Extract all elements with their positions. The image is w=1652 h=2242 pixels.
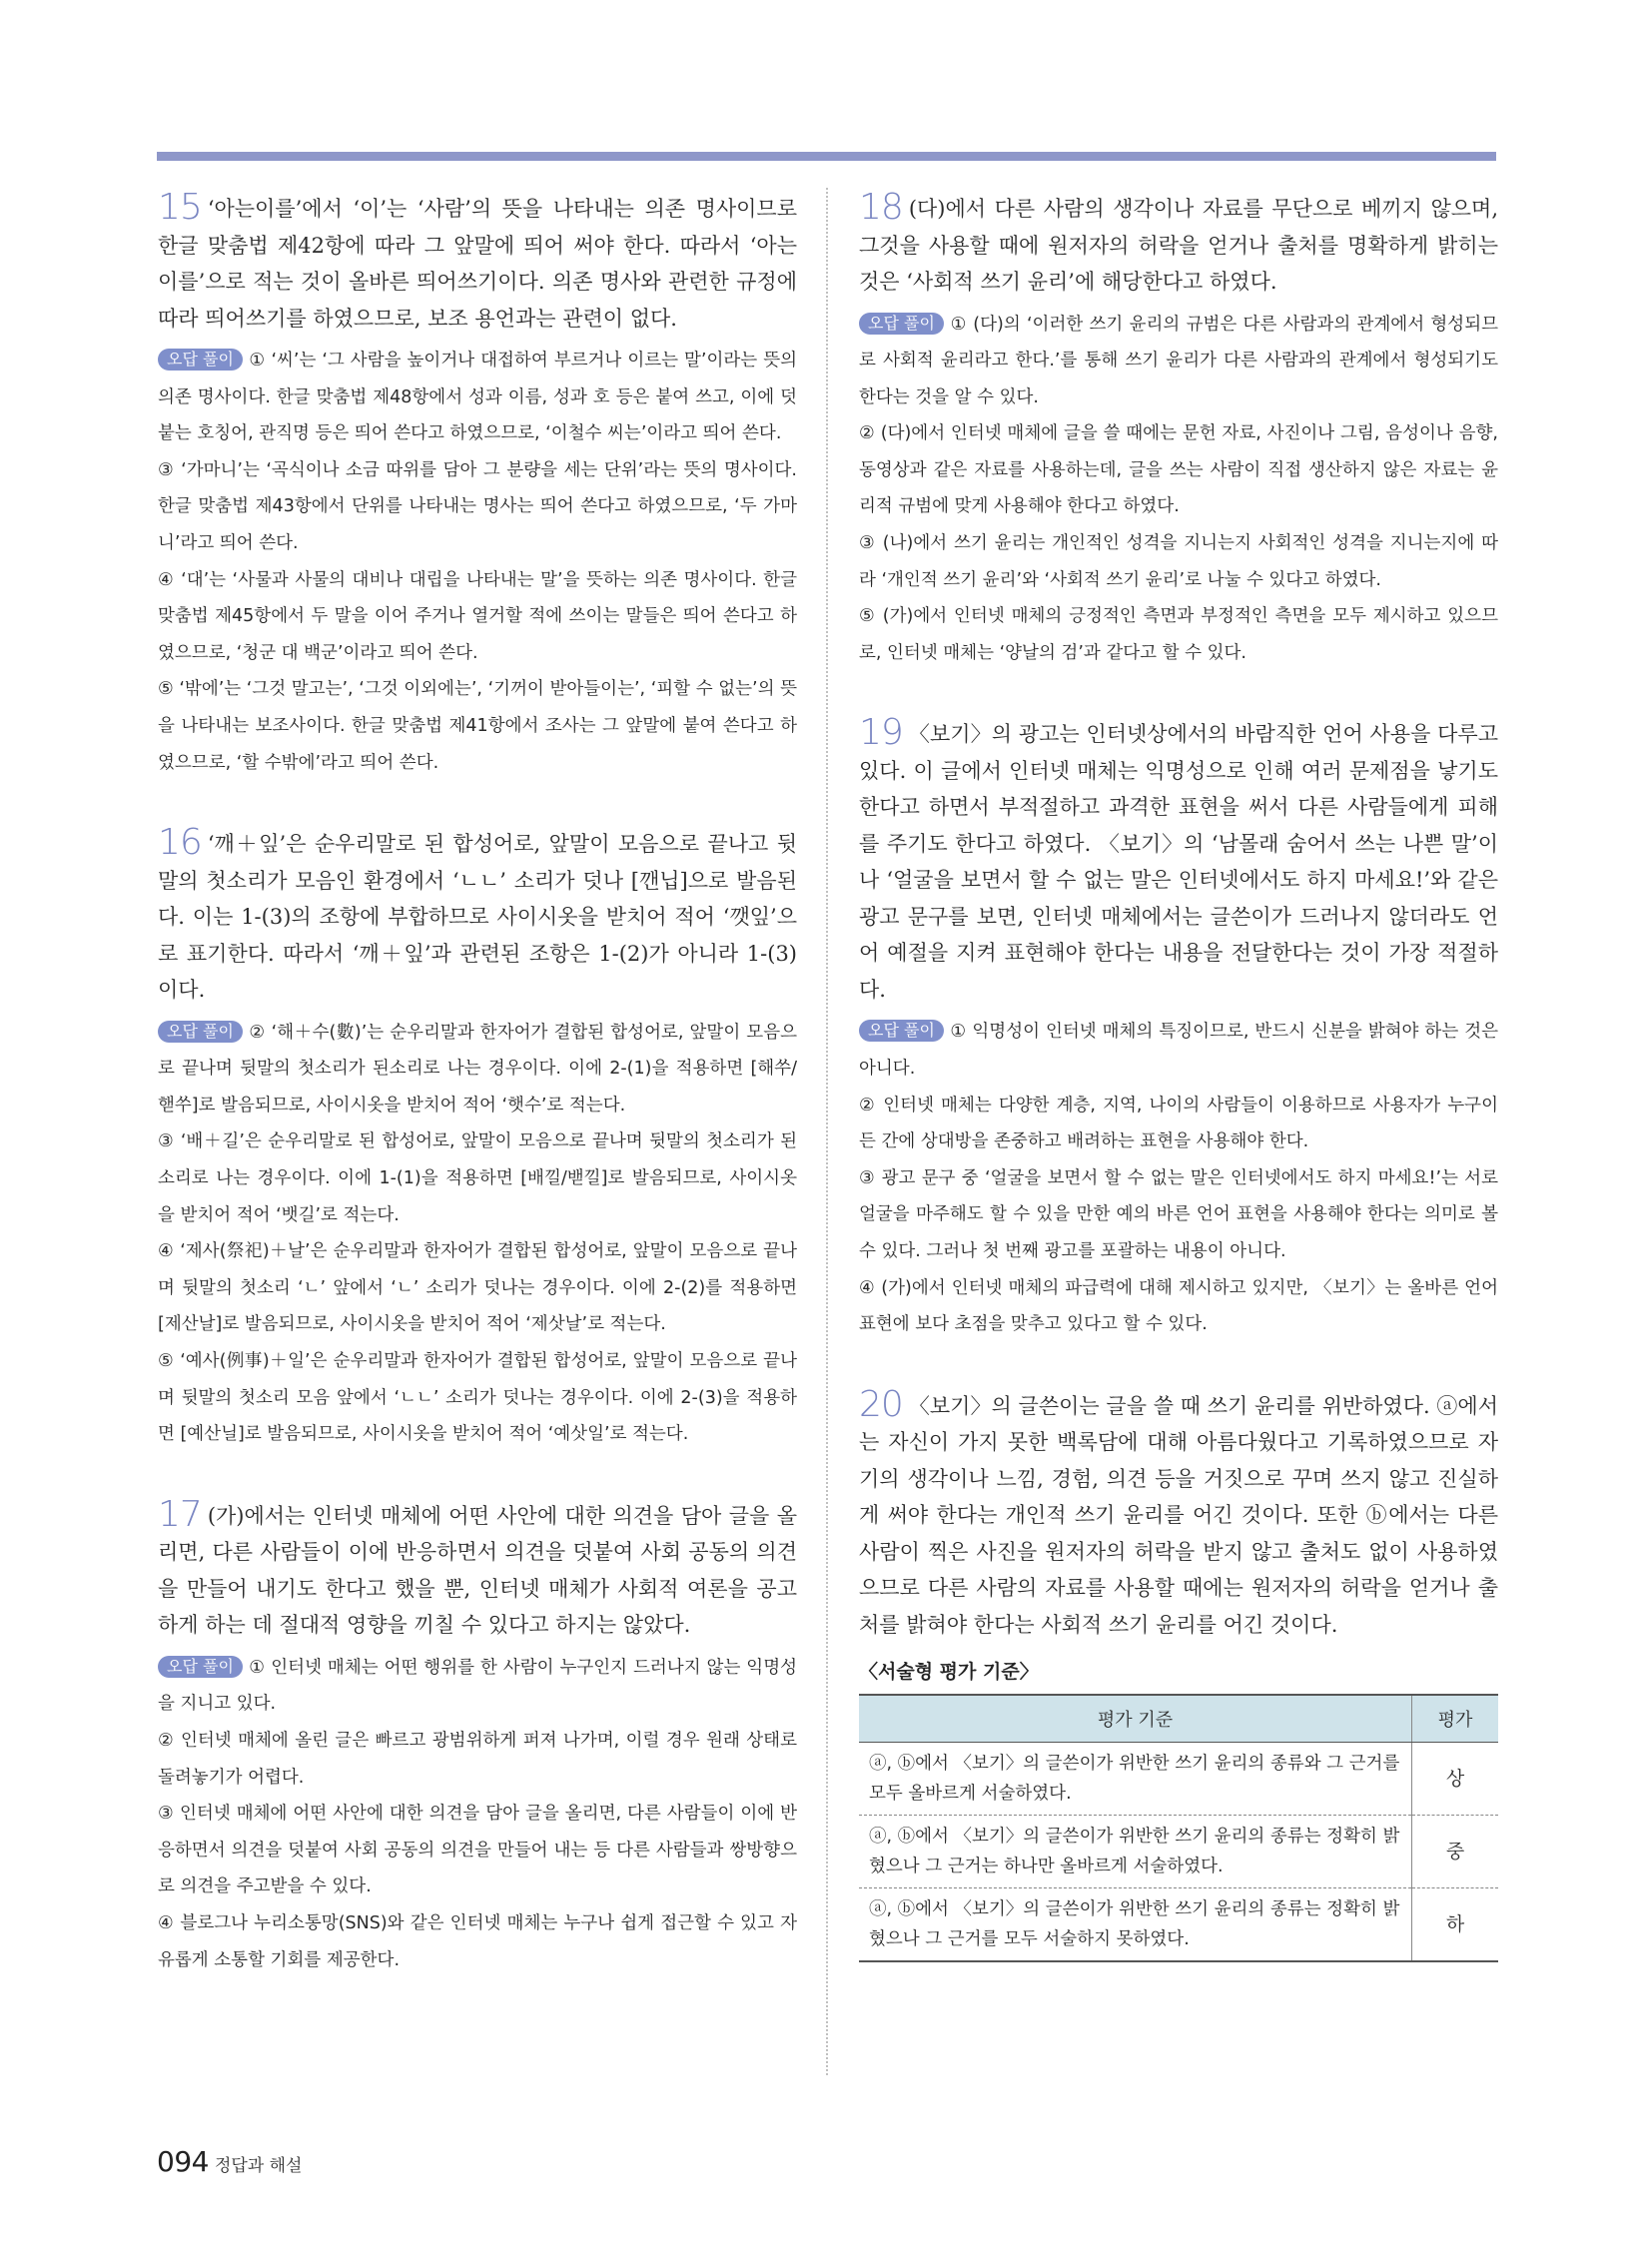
wrong-answer-badge: 오답 풀이	[158, 1021, 243, 1043]
answer-16	[158, 822, 797, 1453]
explanation-item: ② 인터넷 매체에 올린 글은 빠르고 광범위하게 퍼져 나가며, 이럴 경우 원래 상태로 돌려놓기가 어렵다.	[158, 1730, 797, 1788]
rubric-title: 〈서술형 평가 기준〉	[859, 1661, 1039, 1684]
explanation-item: ③ (나)에서 쓰기 윤리는 개인적인 성격을 지니는지 사회적인 성격을 지니는지에 따라 ‘개인적 쓰기 윤리’와 ‘사회적 쓰기 윤리’로 나눌 수 있다고 하였다.	[859, 533, 1498, 590]
explanation-item: ① (다)의 ‘이러한 쓰기 윤리의 규범은 다른 사람과의 관계에서 형성되므로 사회적 윤리라고 한다.’를 통해 쓰기 윤리가 다른 사람과의 관계에서 형성되기도 한다는 것을 알 수 있다.	[859, 314, 1498, 407]
explanation-item: ② (다)에서 인터넷 매체에 글을 쓸 때에는 문헌 자료, 사진이나 그림, 음성이나 음향, 동영상과 같은 자료를 사용하는데, 글을 쓰는 사람이 직접 생산하지 않은 자료는 윤리적 규범에 맞게 사용해야 한다고 하였다.	[859, 423, 1498, 517]
criteria-cell: ⓐ, ⓑ에서 〈보기〉의 글쓴이가 위반한 쓰기 윤리의 종류와 그 근거를 모두 올바르게 서술하였다.	[859, 1743, 1412, 1816]
table-row	[859, 1888, 1498, 1962]
question-number: 16	[158, 822, 202, 864]
answer-15	[158, 187, 797, 781]
answer-text: ‘깨＋잎’은 순우리말로 된 합성어로, 앞말이 모음으로 끝나고 뒷말의 첫소리가 모음인 환경에서 ‘ㄴㄴ’ 소리가 덧나 [깬닙]으로 발음된다. 이는 1-(3)의 조항에 부합하므로 사이시옷을 받치어 적어 ‘깻잎’으로 표기한다. 따라서 ‘깨＋잎’과 관련된 조항은 1-(2)가 아니라 1-(3)이다.	[158, 832, 797, 1003]
wrong-answer-explanation	[158, 1650, 797, 1978]
table-row	[859, 1743, 1498, 1816]
explanation-item: ① 인터넷 매체는 어떤 행위를 한 사람이 누구인지 드러나지 않는 익명성을 지니고 있다.	[158, 1657, 797, 1715]
explanation-item: ⑤ ‘밖에’는 ‘그것 말고는’, ‘그것 이외에는’, ‘기꺼이 받아들이는’, ‘피할 수 없는’의 뜻을 나타내는 보조사이다. 한글 맞춤법 제41항에서 조사는 그 앞말에 붙여 쓴다고 하였으므로, ‘할 수밖에’라고 띄어 쓴다.	[158, 679, 797, 773]
grade-cell: 상	[1412, 1743, 1499, 1816]
explanation-item: ② ‘해＋수(數)’는 순우리말과 한자어가 결합된 합성어로, 앞말이 모음으로 끝나며 뒷말의 첫소리가 된소리로 나는 경우이다. 이에 2-(1)을 적용하면 [해쑤/핻쑤]로 발음되므로, 사이시옷을 받치어 적어 ‘햇수’로 적는다.	[158, 1022, 797, 1116]
explanation-item: ④ 블로그나 누리소통망(SNS)와 같은 인터넷 매체는 누구나 쉽게 접근할 수 있고 자유롭게 소통할 기회를 제공한다.	[158, 1912, 797, 1970]
explanation-item: ③ ‘배＋길’은 순우리말로 된 합성어로, 앞말이 모음으로 끝나며 뒷말의 첫소리가 된소리로 나는 경우이다. 이에 1-(1)을 적용하면 [배낄/밷낄]로 발음되므로, 사이시옷을 받치어 적어 ‘뱃길’로 적는다.	[158, 1131, 797, 1225]
criteria-cell: ⓐ, ⓑ에서 〈보기〉의 글쓴이가 위반한 쓰기 윤리의 종류는 정확히 밝혔으나 그 근거는 하나만 올바르게 서술하였다.	[859, 1816, 1412, 1888]
explanation-item: ⑤ ‘예사(例事)＋일’은 순우리말과 한자어가 결합된 합성어로, 앞말이 모음으로 끝나며 뒷말의 첫소리 모음 앞에서 ‘ㄴㄴ’ 소리가 덧나는 경우이다. 이에 2-(3)을 적용하면 [예산닐]로 발음되므로, 사이시옷을 받치어 적어 ‘예삿일’로 적는다.	[158, 1350, 797, 1445]
criteria-cell: ⓐ, ⓑ에서 〈보기〉의 글쓴이가 위반한 쓰기 윤리의 종류는 정확히 밝혔으나 그 근거를 모두 서술하지 못하였다.	[859, 1888, 1412, 1962]
answer-text: 〈보기〉의 광고는 인터넷상에서의 바람직한 언어 사용을 다루고 있다. 이 글에서 인터넷 매체는 익명성으로 인해 여러 문제점을 낳기도 한다고 하면서 부적절하고 과격한 표현을 써서 다른 사람들에게 피해를 주기도 한다고 하였다. 〈보기〉의 ‘남몰래 숨어서 쓰는 나쁜 말’이나 ‘얼굴을 보면서 할 수 없는 말은 인터넷에서도 하지 마세요!’와 같은 광고 문구를 보면, 인터넷 매체에서는 글쓴이가 드러나지 않더라도 언어 예절을 지켜 표현해야 한다는 내용을 전달한다는 것이 가장 적절하다.	[859, 722, 1498, 1002]
explanation-item: ③ ‘가마니’는 ‘곡식이나 소금 따위를 담아 그 분량을 세는 단위’라는 뜻의 명사이다. 한글 맞춤법 제43항에서 단위를 나타내는 명사는 띄어 쓴다고 하였으므로, ‘두 가마니’라고 띄어 쓴다.	[158, 459, 797, 553]
table-header-row	[859, 1695, 1498, 1743]
right-column	[859, 187, 1498, 2006]
footer-label: 정답과 해설	[214, 2156, 303, 2176]
explanation-item: ④ ‘대’는 ‘사물과 사물의 대비나 대립을 나타내는 말’을 뜻하는 의존 명사이다. 한글 맞춤법 제45항에서 두 말을 이어 주거나 열거할 적에 쓰이는 말들은 띄어 쓴다고 하였으므로, ‘청군 대 백군’이라고 띄어 쓴다.	[158, 569, 797, 663]
explanation-item: ④ (가)에서 인터넷 매체의 파급력에 대해 제시하고 있지만, 〈보기〉는 올바른 언어 표현에 보다 초점을 맞추고 있다고 할 수 있다.	[859, 1277, 1498, 1335]
page-number: 094	[157, 2145, 209, 2178]
explanation-item: ② 인터넷 매체는 다양한 계층, 지역, 나이의 사람들이 이용하므로 사용자가 누구이든 간에 상대방을 존중하고 배려하는 표현을 사용해야 한다.	[859, 1095, 1498, 1152]
column-divider	[826, 188, 828, 2075]
answer-18	[859, 187, 1498, 671]
wrong-answer-badge: 오답 풀이	[859, 313, 944, 335]
explanation-item: ③ 광고 문구 중 ‘얼굴을 보면서 할 수 없는 말은 인터넷에서도 하지 마세요!’는 서로 얼굴을 마주해도 할 수 있을 만한 예의 바른 언어 표현을 사용해야 한다는 의미로 볼 수 있다. 그러나 첫 번째 광고를 포괄하는 내용이 아니다.	[859, 1167, 1498, 1261]
header-rule	[157, 152, 1496, 161]
wrong-answer-badge: 오답 풀이	[158, 1656, 243, 1678]
wrong-answer-badge: 오답 풀이	[859, 1020, 944, 1042]
grade-cell: 중	[1412, 1816, 1499, 1888]
question-number: 15	[158, 187, 202, 228]
wrong-answer-badge: 오답 풀이	[158, 349, 243, 371]
answer-19	[859, 712, 1498, 1342]
explanation-item: ① ‘씨’는 ‘그 사람을 높이거나 대접하여 부르거나 이르는 말’이라는 뜻의 의존 명사이다. 한글 맞춤법 제48항에서 성과 이름, 성과 호 등은 붙여 쓰고, 이에 덧붙는 호칭어, 관직명 등은 띄어 쓴다고 하였으므로, ‘이철수 씨는’이라고 띄어 쓴다.	[158, 351, 797, 444]
question-number: 17	[158, 1493, 202, 1535]
table-row	[859, 1816, 1498, 1888]
answer-text: (다)에서 다른 사람의 생각이나 자료를 무단으로 베끼지 않으며, 그것을 사용할 때에 원저자의 허락을 얻거나 출처를 명확하게 밝히는 것은 ‘사회적 쓰기 윤리’에 해당한다고 하였다.	[859, 197, 1498, 294]
wrong-answer-explanation	[859, 1014, 1498, 1342]
answer-text: 〈보기〉의 글쓴이는 글을 쓸 때 쓰기 윤리를 위반하였다. ⓐ에서는 자신이 가지 못한 백록담에 대해 아름다웠다고 기록하였으므로 자기의 생각이나 느낌, 경험, 의견 등을 거짓으로 꾸며 쓰지 않고 진실하게 써야 한다는 개인적 쓰기 윤리를 어긴 것이다. 또한 ⓑ에서는 다른 사람이 찍은 사진을 원저자의 허락을 받지 않고 출처도 없이 사용하였으므로 다른 사람의 자료를 사용할 때에는 원저자의 허락을 얻거나 출처를 밝혀야 한다는 사회적 쓰기 윤리를 어긴 것이다.	[859, 1393, 1498, 1637]
answer-text: (가)에서는 인터넷 매체에 어떤 사안에 대한 의견을 담아 글을 올리면, 다른 사람들이 이에 반응하면서 의견을 덧붙여 사회 공동의 의견을 만들어 내기도 한다고 했을 뿐, 인터넷 매체가 사회적 여론을 공고하게 하는 데 절대적 영향을 끼칠 수 있다고 하지는 않았다.	[158, 1503, 797, 1638]
column-header-grade: 평가	[1412, 1695, 1499, 1743]
question-number: 18	[859, 187, 903, 228]
explanation-item: ① 익명성이 인터넷 매체의 특징이므로, 반드시 신분을 밝혀야 하는 것은 아니다.	[859, 1022, 1498, 1080]
wrong-answer-explanation	[158, 343, 797, 781]
column-header-criteria: 평가 기준	[859, 1695, 1412, 1743]
rubric-table	[859, 1694, 1498, 1962]
wrong-answer-explanation	[158, 1015, 797, 1453]
question-number: 20	[859, 1383, 903, 1425]
explanation-item: ④ ‘제사(祭祀)＋날’은 순우리말과 한자어가 결합된 합성어로, 앞말이 모음으로 끝나며 뒷말의 첫소리 ‘ㄴ’ 앞에서 ‘ㄴ’ 소리가 덧나는 경우이다. 이에 2-(2)를 적용하면 [제산날]로 발음되므로, 사이시옷을 받치어 적어 ‘제삿날’로 적는다.	[158, 1241, 797, 1335]
grade-cell: 하	[1412, 1888, 1499, 1962]
question-number: 19	[859, 712, 903, 754]
page-footer	[157, 2145, 302, 2178]
left-column	[158, 187, 797, 2022]
answer-20	[859, 1383, 1498, 1963]
explanation-item: ⑤ (가)에서 인터넷 매체의 긍정적인 측면과 부정적인 측면을 모두 제시하고 있으므로, 인터넷 매체는 ‘양날의 검’과 같다고 할 수 있다.	[859, 606, 1498, 663]
answer-text: ‘아는이를’에서 ‘이’는 ‘사람’의 뜻을 나타내는 의존 명사이므로 한글 맞춤법 제42항에 따라 그 앞말에 띄어 써야 한다. 따라서 ‘아는 이를’으로 적는 것이 올바른 띄어쓰기이다. 의존 명사와 관련한 규정에 따라 띄어쓰기를 하였으므로, 보조 용언과는 관련이 없다.	[158, 197, 797, 331]
wrong-answer-explanation	[859, 307, 1498, 672]
explanation-item: ③ 인터넷 매체에 어떤 사안에 대한 의견을 담아 글을 올리면, 다른 사람들이 이에 반응하면서 의견을 덧붙여 사회 공동의 의견을 만들어 내는 등 다른 사람들과 쌍방향으로 의견을 주고받을 수 있다.	[158, 1804, 797, 1897]
answer-17	[158, 1493, 797, 1978]
